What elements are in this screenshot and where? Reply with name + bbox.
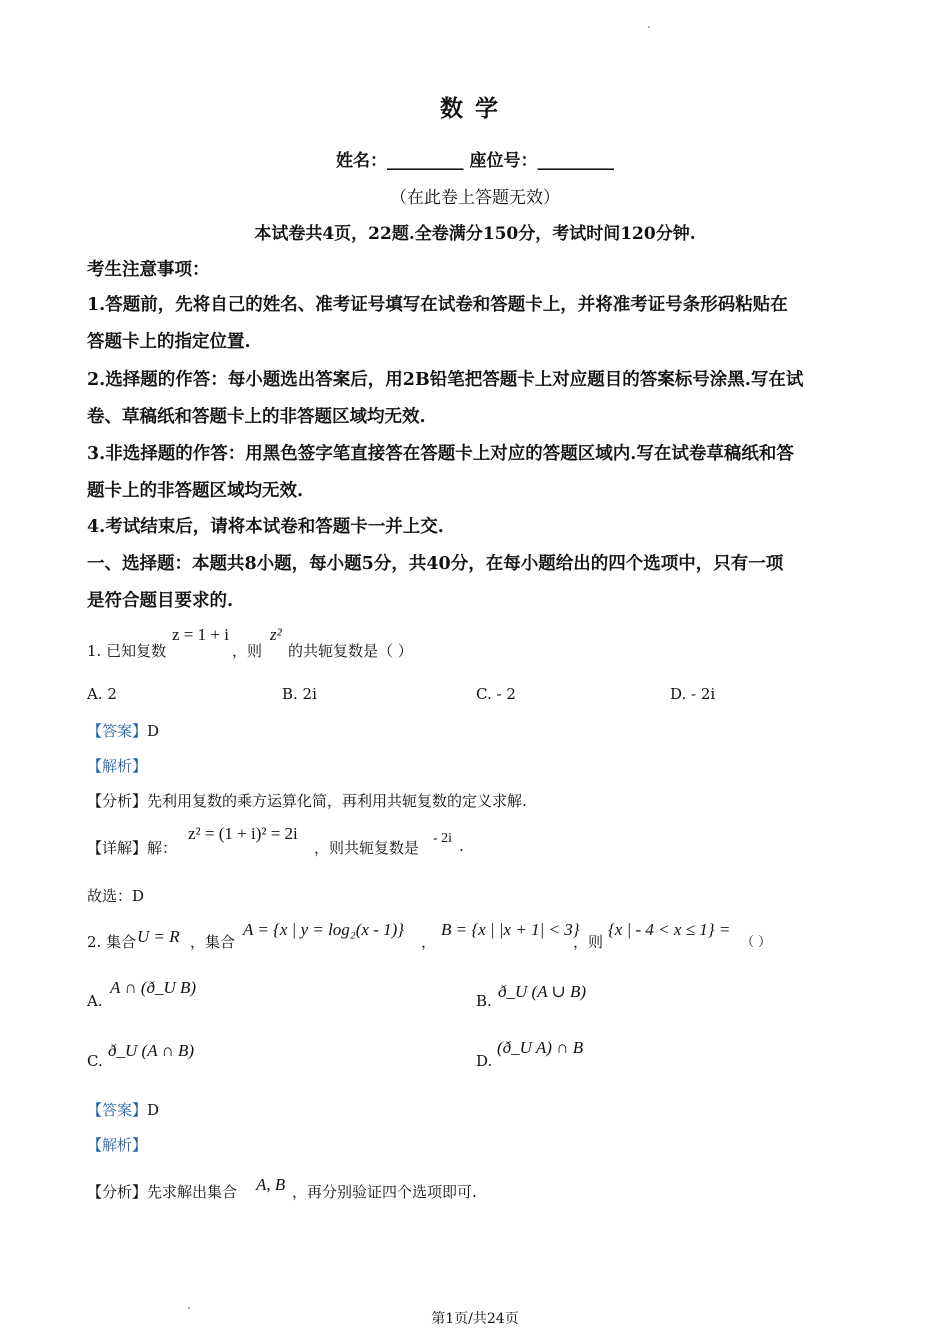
fenxi-tag: 【分析】 <box>87 1183 148 1201</box>
question-1-detail-suffix: ，则共轭复数是 <box>314 839 420 857</box>
question-2-fenxi-suffix: ，再分别验证四个选项即可. <box>292 1183 477 1201</box>
exam-summary: 本试卷共4页，22题.全卷满分150分，考试时间120分钟. <box>254 224 696 244</box>
question-2-fenxi-expr: A, B <box>256 1175 286 1194</box>
question-2-suffix: （ ） <box>741 935 772 950</box>
scan-speck <box>188 1307 190 1309</box>
question-1-expr-z: z = 1 + i <box>172 625 229 644</box>
answer-tag: 【答案】 <box>87 1101 148 1119</box>
question-1-option-b: B. 2i <box>282 685 317 703</box>
question-2-option-b-label: B. <box>476 992 492 1010</box>
answer-tag: 【答案】 <box>87 722 148 740</box>
question-1-detail-end: . <box>459 837 464 855</box>
question-2-option-d: (ð_U A) ∩ B <box>497 1038 584 1057</box>
question-1-prefix: 1. 已知复数 <box>87 642 167 660</box>
instruction-3-line2: 题卡上的非答题区域均无效. <box>87 481 304 501</box>
question-2-option-b: ð_U (A ∪ B) <box>498 982 587 1001</box>
question-2-prefix: 2. 集合 <box>87 933 137 951</box>
section-1-heading-line2: 是符合题目要求的. <box>87 591 234 611</box>
question-1-fenxi <box>87 790 527 811</box>
question-1-detail-expr: z² = (1 + i)² = 2i <box>188 824 298 843</box>
scan-speck <box>648 26 650 28</box>
question-2-option-c-label: C. <box>87 1052 103 1070</box>
page-footer: 第1页/共24页 <box>431 1311 519 1327</box>
question-2-mid2: ，则 <box>573 933 604 951</box>
answer-value: D <box>147 1101 160 1119</box>
instructions-heading: 考生注意事项： <box>87 260 210 280</box>
question-1-choose: 故选：D <box>87 887 145 905</box>
page-title: 数学 <box>440 95 510 122</box>
instruction-3-line1: 3.非选择题的作答：用黑色签字笔直接答在答题卡上对应的答题区域内.写在试卷草稿纸和答 <box>87 444 794 464</box>
section-1-heading-line1: 一、选择题：本题共8小题，每小题5分，共40分，在每小题给出的四个选项中，只有一项 <box>87 554 784 574</box>
instruction-1-line2: 答题卡上的指定位置. <box>87 332 251 352</box>
question-2-option-c: ð_U (A ∩ B) <box>108 1041 195 1060</box>
fenxi-text: 先利用复数的乘方运算化简，再利用共轭复数的定义求解. <box>147 792 527 810</box>
question-2-answer <box>87 1099 159 1120</box>
detail-prefix-text: 解： <box>147 839 178 857</box>
question-2-option-a: A ∩ (ð_U B) <box>110 978 197 997</box>
question-1-suffix: 的共轭复数是（ ） <box>288 642 413 660</box>
question-1-analysis-tag: 【解析】 <box>87 757 148 775</box>
question-1-answer <box>87 720 159 741</box>
question-2-fenxi <box>87 1181 237 1202</box>
instruction-1-line1: 1.答题前，先将自己的姓名、准考证号填写在试卷和答题卡上，并将准考证号条形码粘贴在 <box>87 295 788 315</box>
question-2-expr-u: U = R <box>137 927 180 946</box>
question-2-comma: ， <box>421 933 437 951</box>
question-2-expr-set: {x | - 4 < x ≤ 1} = <box>608 920 731 939</box>
instruction-4: 4.考试结束后，请将本试卷和答题卡一并上交. <box>87 517 444 537</box>
question-2-option-d-label: D. <box>476 1052 493 1070</box>
question-1-option-a: A. 2 <box>87 685 117 703</box>
fenxi-prefix: 先求解出集合 <box>147 1183 238 1201</box>
question-1-expr-z2: z² <box>270 625 282 644</box>
instruction-2-line2: 卷、草稿纸和答题卡上的非答题区域均无效. <box>87 407 426 427</box>
name-seat-line: 姓名：_________ 座位号：_________ <box>336 151 614 171</box>
question-1-mid: ，则 <box>232 642 263 660</box>
question-2-option-a-label: A. <box>87 992 103 1010</box>
question-1-option-c: C. - 2 <box>476 685 516 703</box>
invalid-note: （在此卷上答题无效） <box>390 188 560 208</box>
question-2-expr-b: B = {x | |x + 1| < 3} <box>441 920 580 939</box>
detail-tag: 【详解】 <box>87 839 148 857</box>
question-2-mid1: ，集合 <box>190 933 236 951</box>
fenxi-tag: 【分析】 <box>87 792 148 810</box>
question-2-analysis-tag: 【解析】 <box>87 1136 148 1154</box>
question-1-detail-prefix <box>87 837 177 858</box>
instruction-2-line1: 2.选择题的作答：每小题选出答案后，用2B铅笔把答题卡上对应题目的答案标号涂黑.写在试 <box>87 370 804 390</box>
question-1-detail-result: - 2i <box>433 831 453 846</box>
question-1-option-d: D. - 2i <box>670 685 716 703</box>
answer-value: D <box>147 722 160 740</box>
question-2-expr-a: A = {x | y = log₂(x - 1)} <box>243 920 405 939</box>
